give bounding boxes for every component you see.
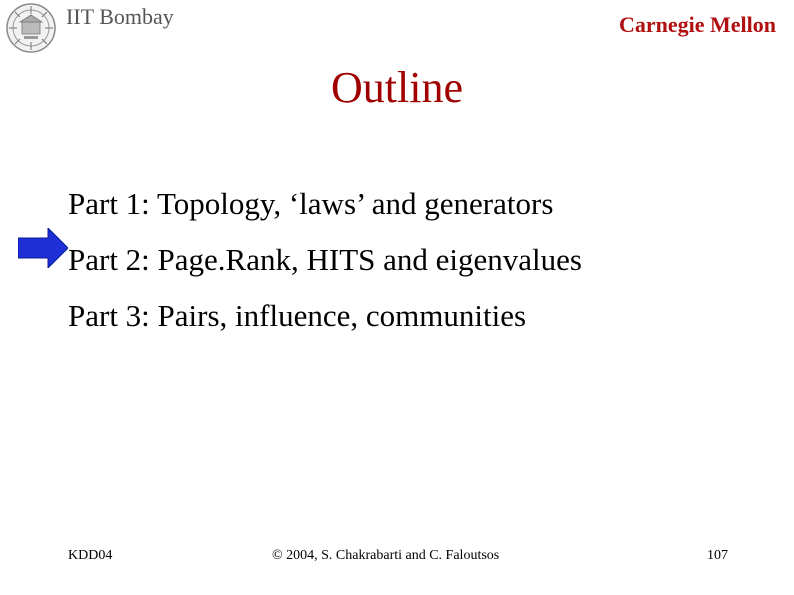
right-arrow-icon	[18, 228, 68, 268]
iit-bombay-logo-icon	[4, 2, 58, 54]
slide-title: Outline	[331, 63, 463, 112]
footer-copyright: © 2004, S. Chakrabarti and C. Faloutsos	[272, 548, 500, 563]
header-institution-cmu: Carnegie Mellon	[618, 12, 776, 37]
outline-item-part-1: Part 1: Topology, ‘laws’ and generators	[68, 186, 554, 221]
footer-page-number: 107	[707, 548, 728, 563]
header-institution-iit: IIT Bombay	[66, 4, 174, 29]
outline-item-part-2: Part 2: Page.Rank, HITS and eigenvalues	[68, 242, 582, 277]
footer-conference: KDD04	[68, 548, 113, 563]
outline-item-part-3: Part 3: Pairs, influence, communities	[68, 298, 527, 333]
outline-list	[68, 176, 582, 344]
